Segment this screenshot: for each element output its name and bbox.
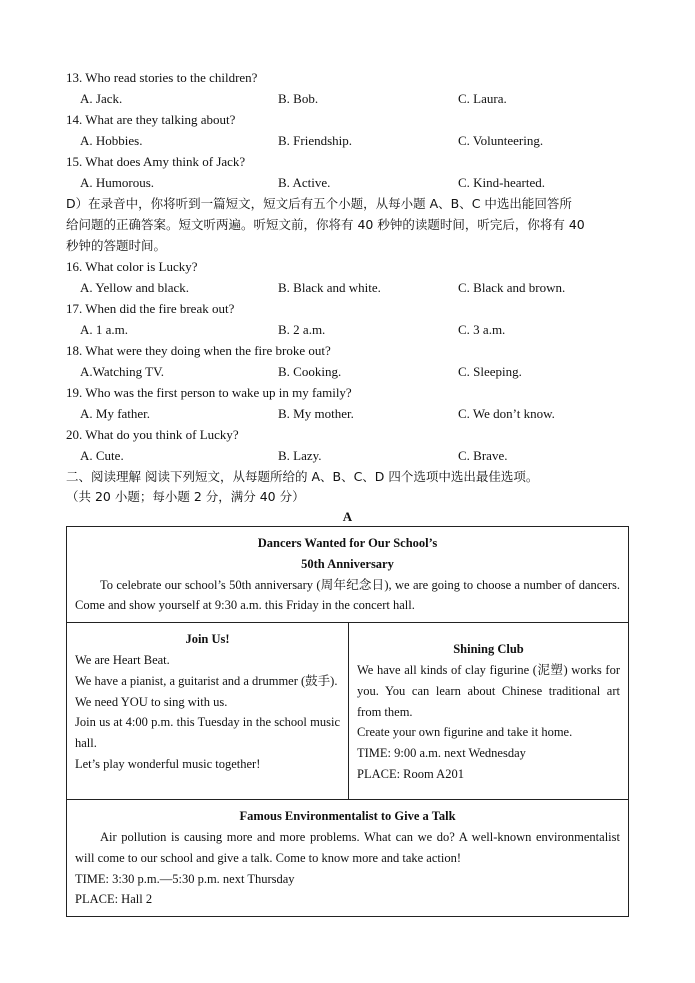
heart-beat-text: We have a pianist, a guitarist and a drummer (鼓手). xyxy=(75,673,338,688)
option-a: A. Hobbies. xyxy=(80,133,143,148)
talk-notice xyxy=(67,800,629,917)
question-15: 15. What does Amy think of Jack? xyxy=(66,154,246,169)
reading-section-points: （共 20 小题；每小题 2 分，满分 40 分） xyxy=(66,489,305,504)
reading-section-heading: 二、阅读理解 阅读下列短文，从每题所给的 A、B、C、D 四个选项中选出最佳选项。 xyxy=(66,469,539,484)
option-b: B. Black and white. xyxy=(278,280,381,295)
shining-club-time: TIME: 9:00 a.m. next Wednesday xyxy=(357,746,526,761)
shining-club-text: Create your own figurine and take it home. xyxy=(357,725,573,740)
notice-board xyxy=(66,526,629,917)
option-b: B. Lazy. xyxy=(278,448,322,463)
join-us-title: Join Us! xyxy=(185,632,230,647)
option-c: C. Brave. xyxy=(458,448,508,463)
option-c: C. Sleeping. xyxy=(458,364,522,379)
option-c: C. 3 a.m. xyxy=(458,322,506,337)
option-b: B. My mother. xyxy=(278,406,354,421)
option-a: A. 1 a.m. xyxy=(80,322,129,337)
option-a: A. Yellow and black. xyxy=(80,280,190,295)
option-a: A. Cute. xyxy=(80,448,124,463)
option-a: A. Humorous. xyxy=(80,175,155,190)
option-b: B. Active. xyxy=(278,175,331,190)
option-c: C. Volunteering. xyxy=(458,133,544,148)
shining-club-title: Shining Club xyxy=(453,642,524,657)
question-20: 20. What do you think of Lucky? xyxy=(66,427,239,442)
dancers-title: Dancers Wanted for Our School’s xyxy=(257,536,438,550)
talk-title: Famous Environmentalist to Give a Talk xyxy=(239,809,456,824)
option-a: A.Watching TV. xyxy=(80,364,165,379)
shining-club-place: PLACE: Room A201 xyxy=(357,766,464,781)
dancers-body: To celebrate our school’s 50th anniversary (周年纪念日), we are going to choose a number of dancers. Come and show yourself at 9:30 a.m. this Friday in the concert hall. xyxy=(75,577,620,613)
question-18: 18. What were they doing when the fire broke out? xyxy=(66,343,331,358)
question-13: 13. Who read stories to the children? xyxy=(66,70,258,85)
option-b: B. 2 a.m. xyxy=(278,322,326,337)
heart-beat-text: We need YOU to sing with us. xyxy=(75,694,228,709)
option-b: B. Friendship. xyxy=(278,133,353,148)
question-19: 19. Who was the first person to wake up in my family? xyxy=(66,385,352,400)
option-b: B. Cooking. xyxy=(278,364,342,379)
question-17: 17. When did the fire break out? xyxy=(66,301,235,316)
dancers-notice xyxy=(67,527,629,623)
option-c: C. Laura. xyxy=(458,91,507,106)
section-d-instruction: 给问题的正确答案。短文听两遍。听短文前，你将有 40 秒钟的读题时间，听完后，你将有 40 xyxy=(66,217,585,232)
option-c: C. Kind-hearted. xyxy=(458,175,546,190)
heart-beat-text: We are Heart Beat. xyxy=(75,652,170,667)
heart-beat-notice xyxy=(67,623,349,800)
option-a: A. Jack. xyxy=(80,91,123,106)
talk-place: PLACE: Hall 2 xyxy=(75,892,153,907)
dancers-subtitle: 50th Anniversary xyxy=(301,556,394,571)
option-b: B. Bob. xyxy=(278,91,319,106)
option-c: C. We don’t know. xyxy=(458,406,555,421)
talk-time: TIME: 3:30 p.m.—5:30 p.m. next Thursday xyxy=(75,871,295,886)
option-c: C. Black and brown. xyxy=(458,280,566,295)
section-d-instruction: 秒钟的答题时间。 xyxy=(66,238,167,253)
section-d-instruction: D）在录音中，你将听到一篇短文，短文后有五个小题，从每小题 A、B、C 中选出能回答所 xyxy=(66,196,572,211)
shining-club-text: We have all kinds of clay figurine (泥塑) works for you. You can learn about Chinese traditional art from them. xyxy=(357,662,620,719)
question-16: 16. What color is Lucky? xyxy=(66,259,198,274)
heart-beat-text: Let’s play wonderful music together! xyxy=(75,756,261,771)
heart-beat-text: Join us at 4:00 p.m. this Tuesday in the school music hall. xyxy=(75,715,340,751)
option-a: A. My father. xyxy=(80,406,151,421)
question-14: 14. What are they talking about? xyxy=(66,112,236,127)
shining-club-notice xyxy=(349,623,629,800)
talk-body: Air pollution is causing more and more problems. What can we do? A well-known environmentalist will come to our school and give a talk. Come to know more and take action! xyxy=(75,829,620,865)
passage-label: A xyxy=(342,509,353,524)
